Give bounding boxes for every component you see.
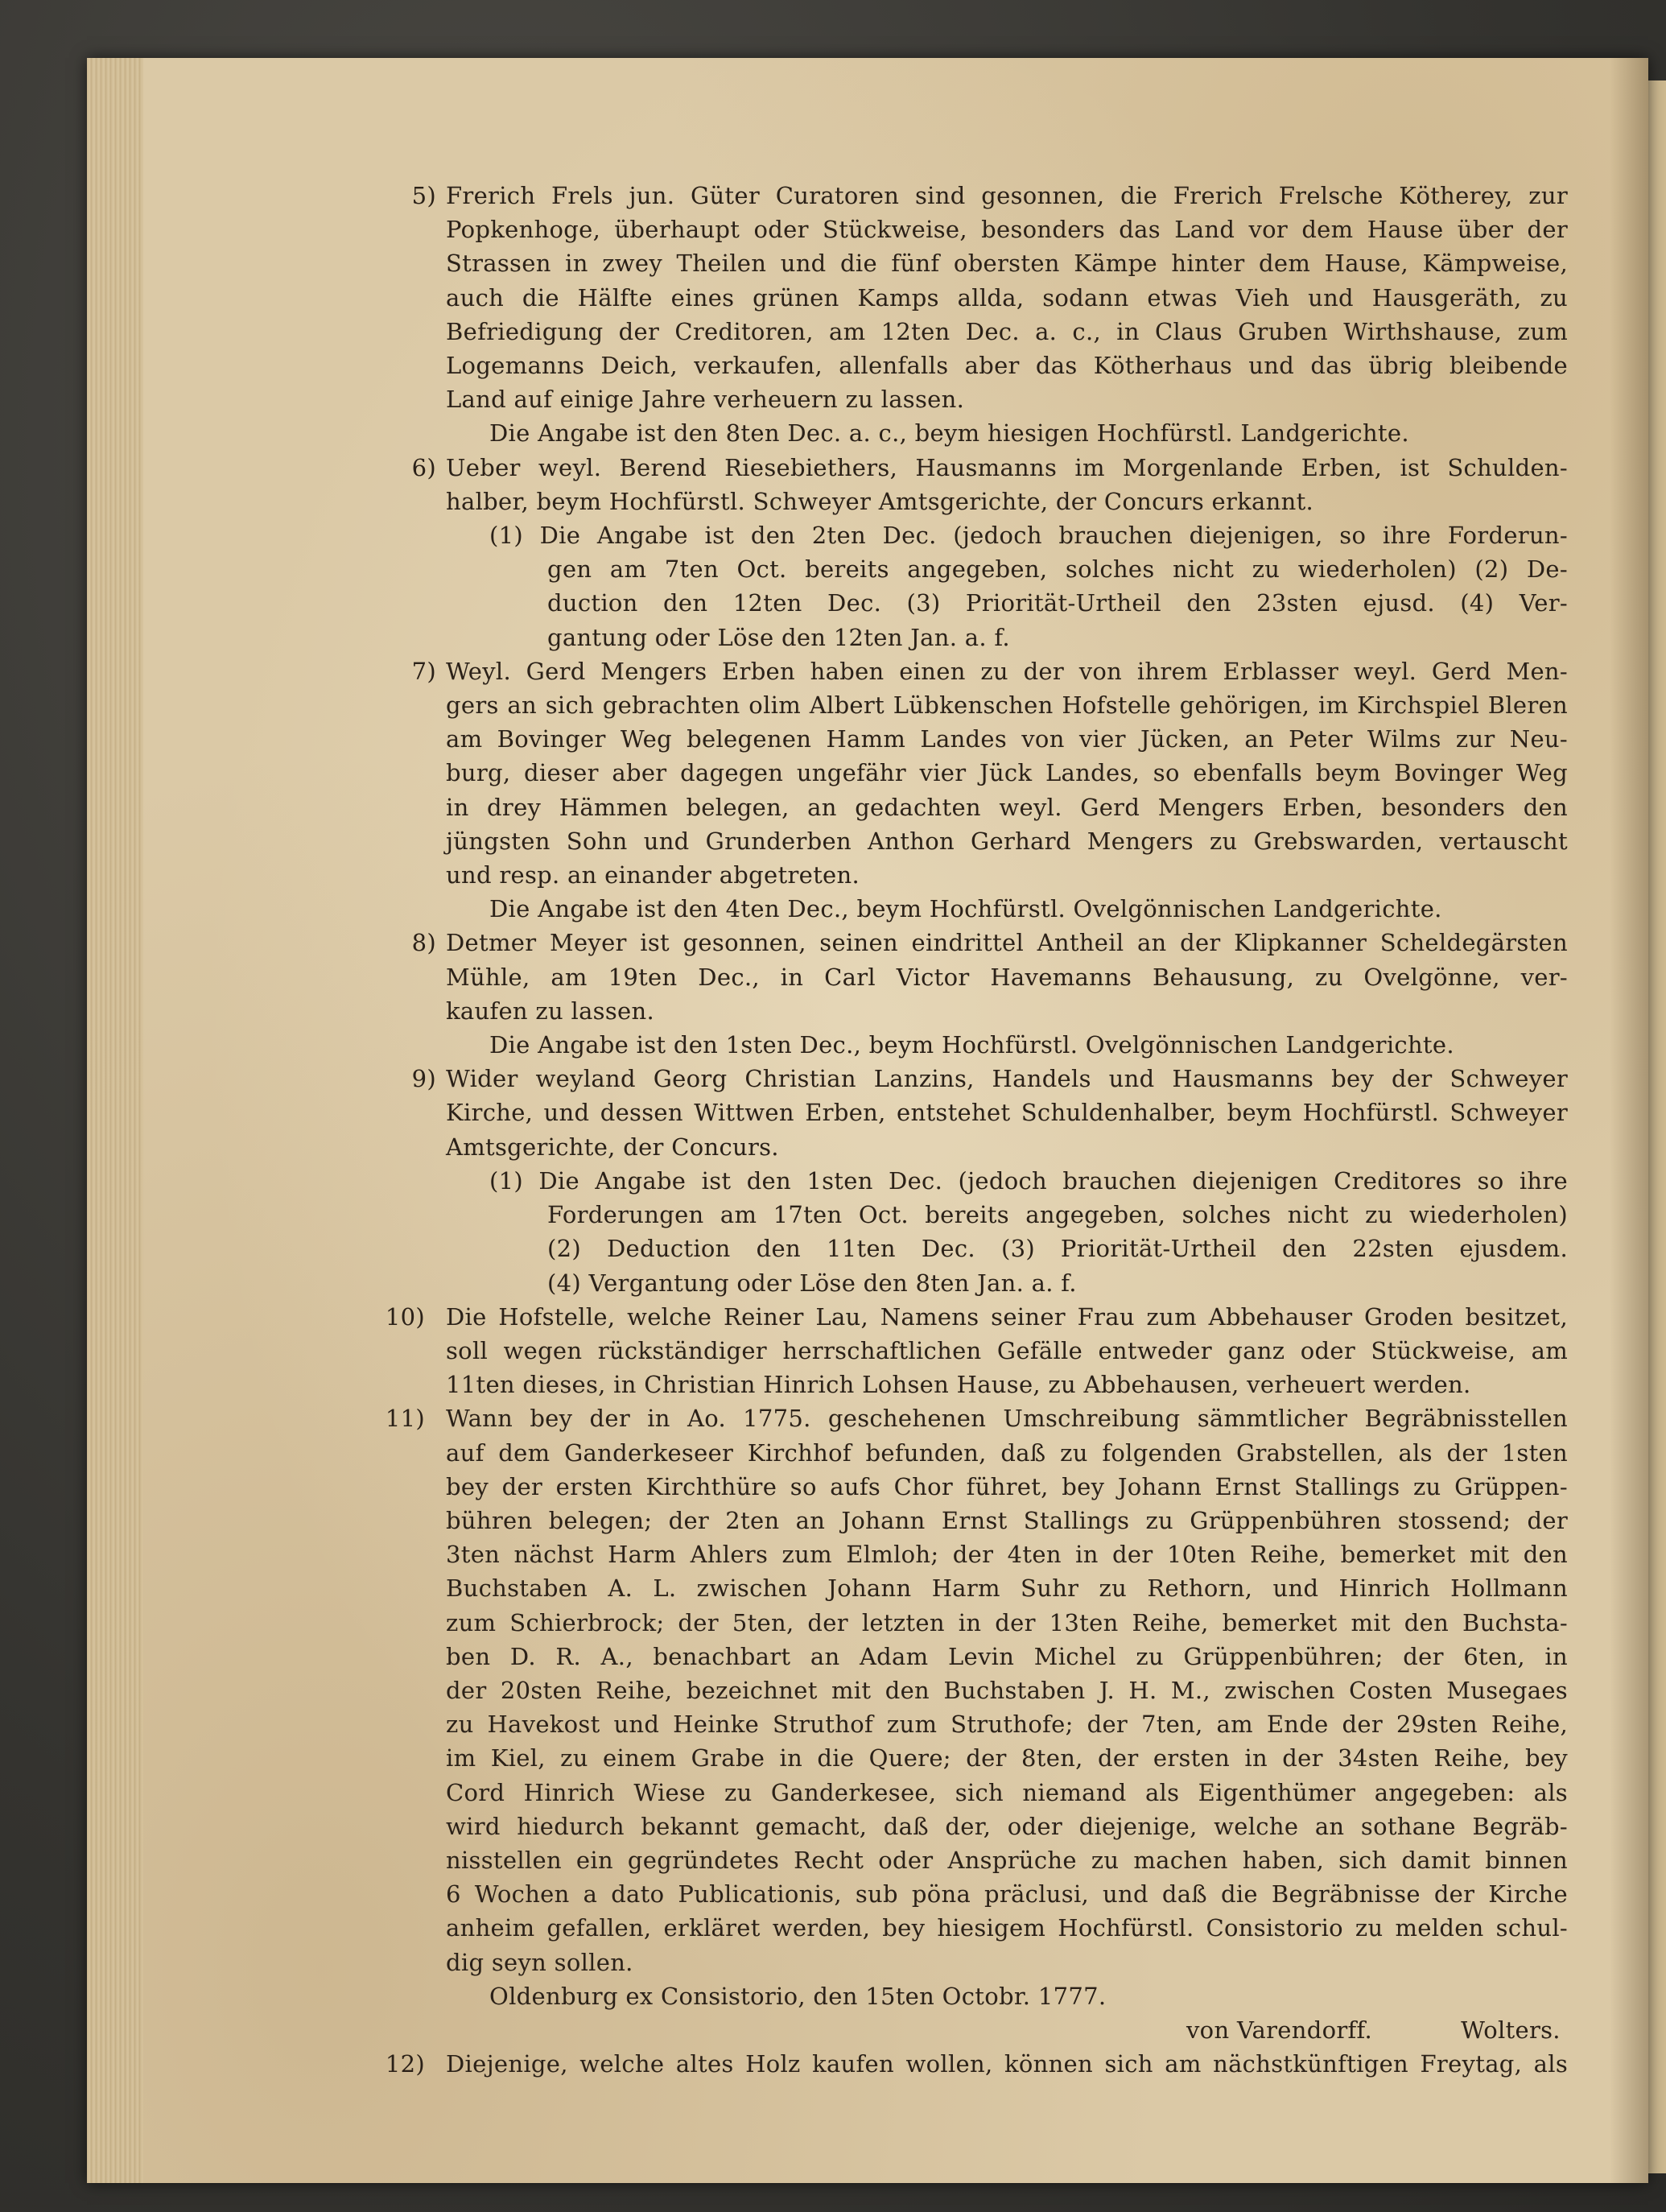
signatures — [446, 2013, 1568, 2047]
text-line: Diejenige, welche altes Holz kaufen wollen, können sich am nächstkünftigen Freytag, als — [446, 2050, 1568, 2078]
text-line: Detmer Meyer ist gesonnen, seinen eindrittel Antheil an der Klipkanner Scheldegärsten — [446, 929, 1568, 957]
entry-11 — [385, 1401, 1568, 2047]
text-line: Mühle, am 19ten Dec., in Carl Victor Havemanns Behausung, zu Ovelgönne, ver- — [446, 963, 1568, 991]
text-line: anheim gefallen, erkläret werden, bey hiesigem Hochfürstl. Consistorio zu melden schul- — [446, 1914, 1568, 1942]
entry-12 — [385, 2047, 1568, 2081]
sub-line: (4) Vergantung oder Löse den 8ten Jan. a. f. — [547, 1269, 1077, 1297]
signature-wolters: Wolters. — [1461, 2016, 1561, 2044]
text-line: zu Havekost und Heinke Struthof zum Struthofe; der 7ten, am Ende der 29sten Reihe, — [446, 1711, 1568, 1739]
sub-line: (2) Deduction den 11ten Dec. (3) Priorität-Urtheil den 22sten ejusdem. — [547, 1235, 1568, 1263]
text-line: der 20sten Reihe, bezeichnet mit den Buchstaben J. H. M., zwischen Costen Musegaes — [446, 1676, 1568, 1704]
entry-10 — [385, 1300, 1568, 1402]
text-line: und resp. an einander abgetreten. — [446, 861, 860, 889]
text-line: 3ten nächst Harm Ahlers zum Elmloh; der 4ten in der 10ten Reihe, bemerket mit den — [446, 1541, 1568, 1569]
entry-number: 8) — [411, 929, 436, 957]
entry-5 — [393, 179, 1568, 451]
text-line: Logemanns Deich, verkaufen, allenfalls aber das Kötherhaus und das übrig bleibende — [446, 352, 1568, 380]
signature-varendorff: von Varendorff. — [1186, 2016, 1373, 2044]
text-line: nisstellen ein gegründetes Recht oder Ansprüche zu machen haben, sich damit binnen — [446, 1846, 1568, 1874]
page-stack-edge — [87, 58, 143, 2183]
sub-line: gen am 7ten Oct. bereits angegeben, solches nicht zu wiederholen) (2) De- — [547, 555, 1568, 584]
text-line: halber, beym Hochfürstl. Schweyer Amtsgerichte, der Concurs erkannt. — [446, 487, 1314, 515]
entry-number: 12) — [385, 2050, 425, 2078]
entry-number: 9) — [411, 1065, 436, 1093]
text-line: Kirche, und dessen Wittwen Erben, entstehet Schuldenhalber, beym Hochfürstl. Schweyer — [446, 1099, 1568, 1127]
sub-line: (1) Die Angabe ist den 1sten Dec. (jedoch brauchen diejenigen Creditores so ihre — [489, 1166, 1568, 1195]
text-line: bey der ersten Kirchthüre so aufs Chor führet, bey Johann Ernst Stallings zu Grüppen- — [446, 1472, 1568, 1500]
text-line: Befriedigung der Creditoren, am 12ten Dec. a. c., in Claus Gruben Wirthshause, zum — [446, 317, 1568, 345]
sub-line: duction den 12ten Dec. (3) Priorität-Urtheil den 23sten ejusd. (4) Ver- — [547, 589, 1568, 617]
entry-8 — [393, 926, 1568, 1062]
text-line: Cord Hinrich Wiese zu Ganderkesee, sich niemand als Eigenthümer angegeben: als — [446, 1778, 1568, 1806]
text-line: zum Schierbrock; der 5ten, der letzten in der 13ten Reihe, bemerket mit den Buchsta- — [446, 1608, 1568, 1636]
entry-number: 5) — [411, 182, 436, 209]
text-line: soll wegen rückständiger herrschaftlichen Gefälle entweder ganz oder Stückweise, am — [446, 1336, 1568, 1364]
entry-number: 10) — [385, 1302, 425, 1331]
text-line: Die Hofstelle, welche Reiner Lau, Namens seiner Frau zum Abbehauser Groden besitzet, — [446, 1302, 1568, 1331]
text-line: Weyl. Gerd Mengers Erben haben einen zu der von ihrem Erblasser weyl. Gerd Men- — [446, 657, 1568, 685]
entry-9 — [393, 1062, 1568, 1299]
text-line: Buchstaben A. L. zwischen Johann Harm Suhr zu Rethorn, und Hinrich Hollmann — [446, 1574, 1568, 1603]
text-line: in drey Hämmen belegen, an gedachten weyl. Gerd Mengers Erben, besonders den — [446, 793, 1568, 821]
text-line: Land auf einige Jahre verheuern zu lassen. — [446, 386, 965, 414]
entry-number: 11) — [385, 1405, 425, 1433]
entry-note: Die Angabe ist den 8ten Dec. a. c., beym hiesigen Hochfürstl. Landgerichte. — [489, 419, 1409, 448]
text-line: Frerich Frels jun. Güter Curatoren sind gesonnen, die Frerich Frelsche Kötherey, zur — [446, 182, 1568, 209]
entry-7 — [393, 654, 1568, 926]
page-gutter-shadow — [1610, 58, 1648, 2183]
text-line: bühren belegen; der 2ten an Johann Ernst Stallings zu Grüppenbühren stossend; der — [446, 1506, 1568, 1534]
text-line: im Kiel, zu einem Grabe in die Quere; der 8ten, der ersten in der 34sten Reihe, bey — [446, 1744, 1568, 1772]
text-line: jüngsten Sohn und Grunderben Anthon Gerhard Mengers zu Grebswarden, vertauscht — [446, 827, 1568, 855]
text-line: auch die Hälfte eines grünen Kamps allda, sodann etwas Vieh und Hausgeräth, zu — [446, 283, 1568, 312]
text-line: Ueber weyl. Berend Riesebiethers, Hausmanns im Morgenlande Erben, ist Schulden- — [446, 453, 1568, 481]
text-line: gers an sich gebrachten olim Albert Lübkenschen Hofstelle gehörigen, im Kirchspiel Bleren — [446, 691, 1568, 720]
text-line: Popkenhoge, überhaupt oder Stückweise, besonders das Land vor dem Hause über der — [446, 216, 1568, 244]
sub-line: Forderungen am 17ten Oct. bereits angegeben, solches nicht zu wiederholen) — [547, 1201, 1568, 1229]
entry-number: 7) — [411, 657, 436, 685]
text-line: dig seyn sollen. — [446, 1948, 633, 1976]
text-line: ben D. R. A., benachbart an Adam Levin Michel zu Grüppenbühren; der 6ten, in — [446, 1642, 1568, 1670]
sub-line: (1) Die Angabe ist den 2ten Dec. (jedoch brauchen diejenigen, so ihre Forderun- — [489, 522, 1568, 550]
text-line: Strassen in zwey Theilen und die fünf obersten Kämpe hinter dem Hause, Kämpweise, — [446, 250, 1568, 278]
entry-note: Die Angabe ist den 4ten Dec., beym Hochfürstl. Ovelgönnischen Landgerichte. — [489, 895, 1442, 923]
text-line: 6 Wochen a dato Publicationis, sub pöna präclusi, und daß die Begräbnisse der Kirche — [446, 1880, 1568, 1909]
text-line: Amtsgerichte, der Concurs. — [446, 1133, 779, 1161]
text-line: burg, dieser aber dagegen ungefähr vier Jück Landes, so ebenfalls beym Bovinger Weg — [446, 759, 1568, 787]
text-line: 11ten dieses, in Christian Hinrich Lohsen Hause, zu Abbehausen, verheuert werden. — [446, 1371, 1471, 1399]
entry-6 — [393, 451, 1568, 654]
text-line: am Bovinger Weg belegenen Hamm Landes von vier Jücken, an Peter Wilms zur Neu- — [446, 725, 1568, 753]
sub-line: gantung oder Löse den 12ten Jan. a. f. — [547, 623, 1010, 651]
place-date: Oldenburg ex Consistorio, den 15ten Octobr. 1777. — [489, 1982, 1107, 2010]
text-line: wird hiedurch bekannt gemacht, daß der, oder diejenige, welche an sothane Begräb- — [446, 1812, 1568, 1840]
text-line: Wider weyland Georg Christian Lanzins, Handels und Hausmanns bey der Schweyer — [446, 1065, 1568, 1093]
entry-number: 6) — [411, 453, 436, 481]
entry-note: Die Angabe ist den 1sten Dec., beym Hochfürstl. Ovelgönnischen Landgerichte. — [489, 1031, 1454, 1059]
document-text — [385, 179, 1568, 2081]
text-line: auf dem Ganderkeseer Kirchhof befunden, daß zu folgenden Grabstellen, als der 1sten — [446, 1438, 1568, 1467]
text-line: kaufen zu lassen. — [446, 997, 654, 1025]
text-line: Wann bey der in Ao. 1775. geschehenen Umschreibung sämmtlicher Begräbnisstellen — [446, 1405, 1568, 1433]
